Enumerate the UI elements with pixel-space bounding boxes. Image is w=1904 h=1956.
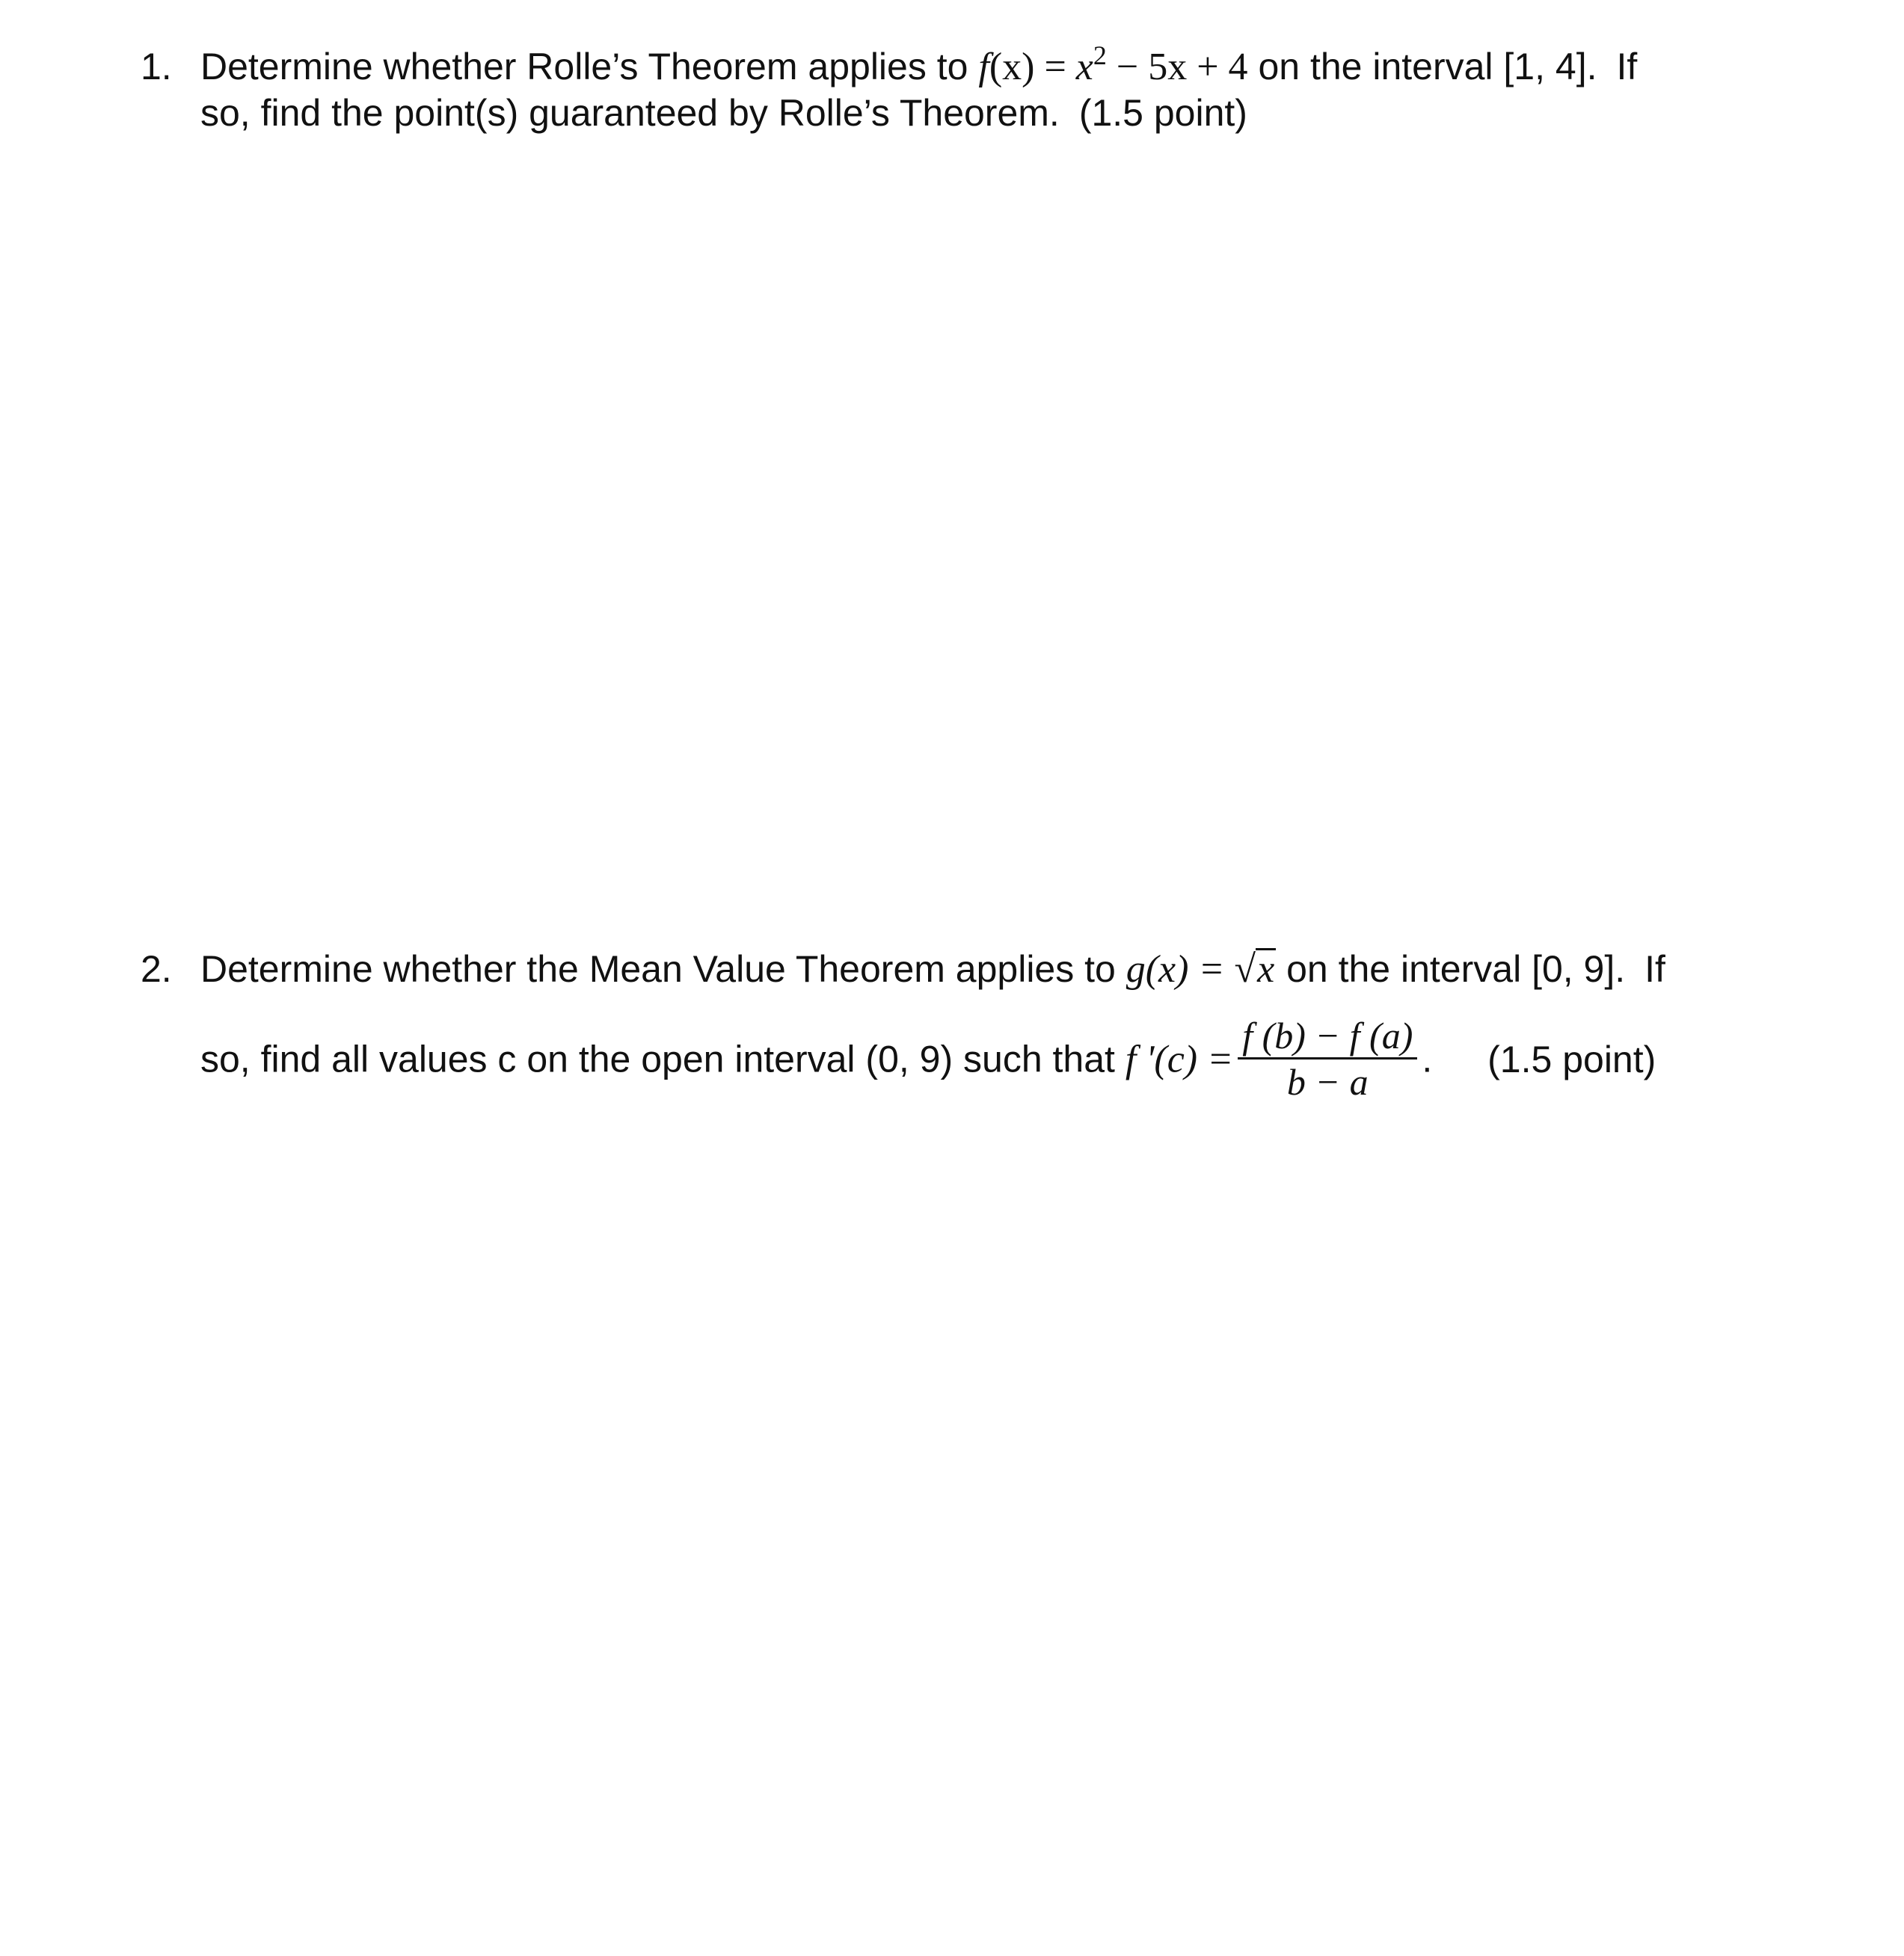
question-text: Determine whether the Mean Value Theorem applies to [200, 948, 1116, 990]
sqrt-symbol: √ [1234, 948, 1256, 991]
interval-text: on the interval [0, 9]. [1286, 948, 1626, 990]
function-lhs: g(x) = [1125, 948, 1235, 991]
question-text: so, find the point(s) guaranteed by Rolle’s Theorem. [200, 92, 1060, 134]
fraction-denominator: b − a [1286, 1061, 1369, 1103]
question-number: 1. [141, 46, 172, 87]
function-remainder: − 5x + 4 [1106, 46, 1248, 88]
function-expression [978, 40, 1248, 88]
points-label: (1.5 point) [1078, 92, 1247, 134]
function-base: x [1075, 46, 1093, 88]
function-exponent: 2 [1093, 40, 1107, 70]
fraction-numerator: f (b) − f (a) [1238, 1014, 1417, 1060]
sqrt-radicand: x [1257, 948, 1275, 991]
mvt-fraction [1238, 1014, 1417, 1104]
function-argument: (x) = [989, 46, 1076, 88]
function-expression [1126, 948, 1276, 991]
interval-text: on the interval [1, 4]. [1258, 46, 1597, 87]
question-number: 2. [141, 948, 172, 990]
question-1-line-1 [200, 40, 1638, 93]
function-name: f [978, 46, 989, 88]
question-2-line-1 [200, 946, 1665, 993]
question-1-line-2 [200, 90, 1247, 136]
question-text: Determine whether Rolle’s Theorem applies to [200, 46, 968, 87]
if-text: If [1644, 948, 1665, 990]
derivative-expression: f '(c) = [1125, 1038, 1234, 1081]
question-2-line-2 [200, 1017, 1656, 1107]
period: . [1422, 1038, 1433, 1080]
question-text: so, find all values c on the open interval (0, 9) such that [200, 1038, 1115, 1080]
if-text: If [1616, 46, 1638, 87]
points-label: (1.5 point) [1487, 1038, 1656, 1080]
